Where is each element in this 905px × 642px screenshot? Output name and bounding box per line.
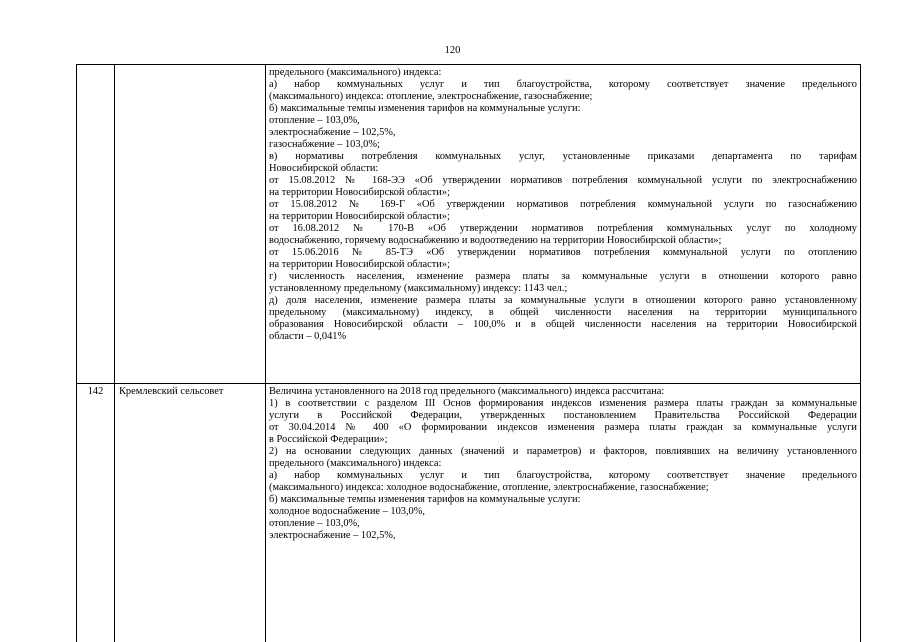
text-line: от 15.08.2012 № 169-Г «Об утверждении нормативов потребления коммунальной услуги по газоснабжению <box>269 199 857 211</box>
text-line: от 15.08.2012 № 168-ЭЭ «Об утверждении нормативов потребления коммунальной услуги по электроснабжению <box>269 175 857 187</box>
text-line: Новосибирской области: <box>269 163 857 175</box>
municipality-name-cell: Кремлевский сельсовет <box>115 384 266 642</box>
text-line: а) набор коммунальных услуг и тип благоустройства, которому соответствует значение предельного <box>269 79 857 91</box>
text-line: б) максимальные темпы изменения тарифов на коммунальные услуги: <box>269 103 857 115</box>
text-line: установленному предельному (максимальному) индексу: 1143 чел.; <box>269 283 857 295</box>
text-line: от 30.04.2014 № 400 «О формировании индексов изменения размера платы граждан за коммунальные услуги <box>269 422 857 434</box>
text-line: на территории Новосибирской области»; <box>269 211 857 223</box>
table-row <box>77 65 861 384</box>
text-line: г) численность населения, изменение размера платы за коммунальные услуги в отношении которого равно <box>269 271 857 283</box>
text-line: а) набор коммунальных услуг и тип благоустройства, которому соответствует значение предельного <box>269 470 857 482</box>
text-line: на территории Новосибирской области»; <box>269 259 857 271</box>
text-line: от 16.08.2012 № 170-В «Об утверждении нормативов потребления коммунальных услуг по холодному <box>269 223 857 235</box>
text-line: электроснабжение – 102,5%, <box>269 127 857 139</box>
document-table <box>76 64 861 642</box>
text-line: на территории Новосибирской области»; <box>269 187 857 199</box>
text-line: д) доля населения, изменение размера платы за коммунальные услуги в отношении которого равно установленному <box>269 295 857 307</box>
text-line: газоснабжение – 103,0%; <box>269 139 857 151</box>
description-cell <box>266 65 861 384</box>
row-number-cell: 142 <box>77 384 115 642</box>
text-line: предельному (максимальному) индексу, в общей численности населения на территории муниципального <box>269 307 857 319</box>
text-line: предельного (максимального) индекса: <box>269 458 857 470</box>
text-line: водоснабжению, горячему водоснабжению и водоотведению на территории Новосибирской области»; <box>269 235 857 247</box>
text-line: услуги в Российской Федерации, утвержденных постановлением Правительства Российской Федерации <box>269 410 857 422</box>
table-row <box>77 384 861 642</box>
text-line: от 15.06.2016 № 85-ТЭ «Об утверждении нормативов потребления коммунальной услуги по отоплению <box>269 247 857 259</box>
text-line: (максимального) индекса: холодное водоснабжение, отопление, электроснабжение, газоснабжение; <box>269 482 857 494</box>
text-line: (максимального) индекса: отопление, электроснабжение, газоснабжение; <box>269 91 857 103</box>
text-line: предельного (максимального) индекса: <box>269 67 857 79</box>
page-number: 120 <box>0 45 905 56</box>
municipality-name-cell <box>115 65 266 384</box>
text-line: Величина установленного на 2018 год предельного (максимального) индекса рассчитана: <box>269 386 857 398</box>
text-line: области – 0,041% <box>269 331 857 343</box>
row-number-cell <box>77 65 115 384</box>
text-line: в) нормативы потребления коммунальных услуг, установленные приказами департамента по тарифам <box>269 151 857 163</box>
text-line: холодное водоснабжение – 103,0%, <box>269 506 857 518</box>
text-line: электроснабжение – 102,5%, <box>269 530 857 542</box>
description-cell <box>266 384 861 642</box>
text-line: отопление – 103,0%, <box>269 518 857 530</box>
text-line: 2) на основании следующих данных (значений и параметров) и факторов, повлиявших на величину установленного <box>269 446 857 458</box>
text-line: отопление – 103,0%, <box>269 115 857 127</box>
text-line: 1) в соответствии с разделом III Основ формирования индексов изменения размера платы граждан за коммунальные <box>269 398 857 410</box>
text-line: в Российской Федерации»; <box>269 434 857 446</box>
text-line: б) максимальные темпы изменения тарифов на коммунальные услуги: <box>269 494 857 506</box>
text-line: образования Новосибирской области – 100,0% и в общей численности населения на территории Новосибирской <box>269 319 857 331</box>
